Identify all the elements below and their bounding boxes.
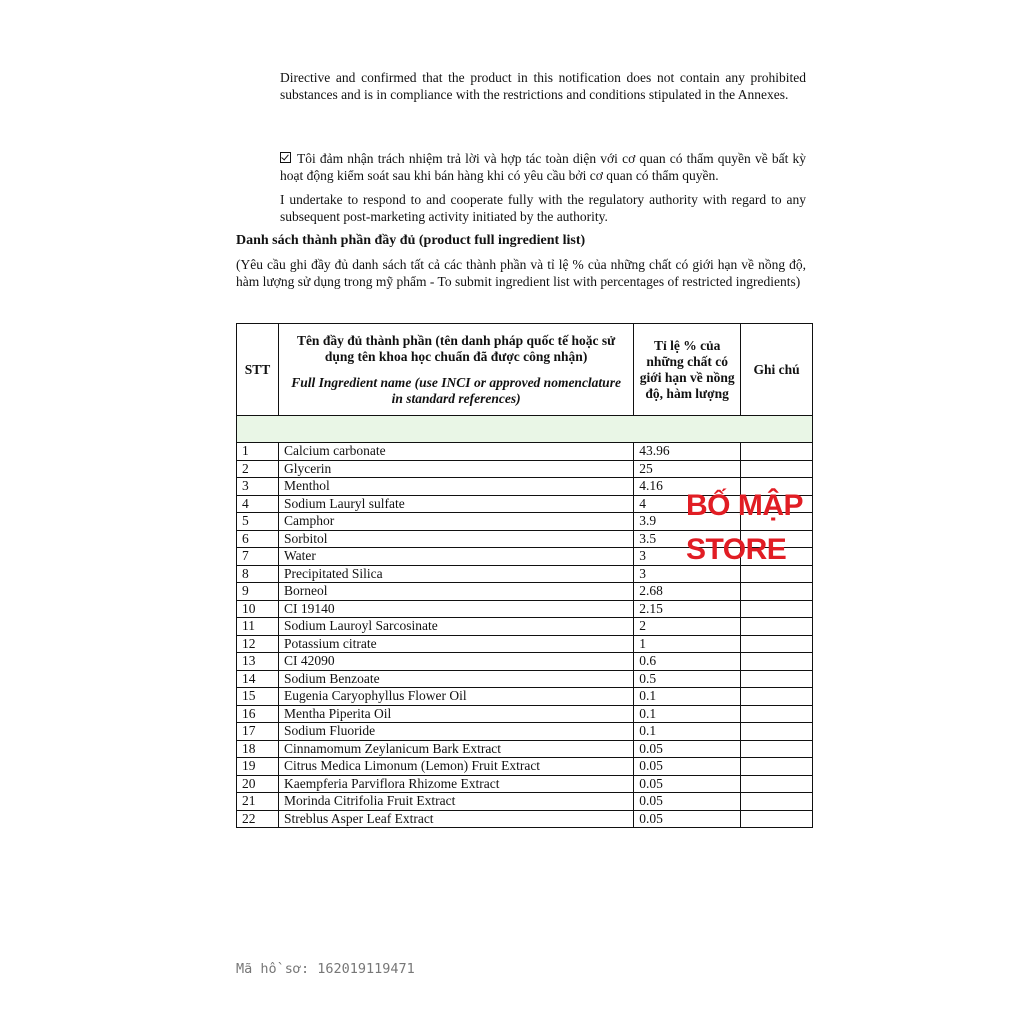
header-stt: STT bbox=[237, 324, 279, 416]
cell-stt: 20 bbox=[237, 775, 279, 793]
cell-percent: 4 bbox=[634, 495, 741, 513]
cell-stt: 6 bbox=[237, 530, 279, 548]
watermark-line-1: BỐ MẬP bbox=[686, 489, 803, 522]
cell-ingredient-name: Potassium citrate bbox=[278, 635, 633, 653]
table-row bbox=[237, 740, 813, 758]
cell-ingredient-name: Kaempferia Parviflora Rhizome Extract bbox=[278, 775, 633, 793]
cell-note bbox=[741, 775, 813, 793]
cell-note bbox=[741, 583, 813, 601]
cell-percent: 0.5 bbox=[634, 670, 741, 688]
table-row bbox=[237, 793, 813, 811]
cell-stt: 13 bbox=[237, 653, 279, 671]
cell-note bbox=[741, 653, 813, 671]
cell-stt: 21 bbox=[237, 793, 279, 811]
table-row bbox=[237, 670, 813, 688]
cell-ingredient-name: Sodium Lauroyl Sarcosinate bbox=[278, 618, 633, 636]
cell-ingredient-name: Eugenia Caryophyllus Flower Oil bbox=[278, 688, 633, 706]
cell-note bbox=[741, 810, 813, 828]
cell-stt: 19 bbox=[237, 758, 279, 776]
cell-ingredient-name: Cinnamomum Zeylanicum Bark Extract bbox=[278, 740, 633, 758]
cell-note bbox=[741, 758, 813, 776]
record-code-footer: Mã hồ sơ: 162019119471 bbox=[236, 961, 415, 977]
cell-stt: 12 bbox=[237, 635, 279, 653]
cell-percent: 4.16 bbox=[634, 478, 741, 496]
table-row bbox=[237, 653, 813, 671]
header-percent: Tỉ lệ % của những chất có giới hạn về nồng độ, hàm lượng bbox=[634, 324, 741, 416]
table-row bbox=[237, 600, 813, 618]
cell-percent: 43.96 bbox=[634, 443, 741, 461]
cell-stt: 17 bbox=[237, 723, 279, 741]
cell-stt: 18 bbox=[237, 740, 279, 758]
cell-percent: 0.1 bbox=[634, 688, 741, 706]
header-ingredient-name bbox=[278, 324, 633, 416]
cell-ingredient-name: Sodium Fluoride bbox=[278, 723, 633, 741]
table-row bbox=[237, 443, 813, 461]
cell-percent: 0.1 bbox=[634, 705, 741, 723]
cell-stt: 8 bbox=[237, 565, 279, 583]
cell-ingredient-name: Sodium Lauryl sulfate bbox=[278, 495, 633, 513]
ingredient-table bbox=[236, 323, 813, 828]
table-row bbox=[237, 758, 813, 776]
cell-percent: 0.05 bbox=[634, 810, 741, 828]
cell-percent: 3.9 bbox=[634, 513, 741, 531]
cell-percent: 0.05 bbox=[634, 740, 741, 758]
ingredient-list-heading: Danh sách thành phần đầy đủ (product full ingredient list) bbox=[236, 233, 586, 248]
cell-percent: 2 bbox=[634, 618, 741, 636]
cell-note bbox=[741, 600, 813, 618]
cell-ingredient-name: Glycerin bbox=[278, 460, 633, 478]
cell-ingredient-name: Citrus Medica Limonum (Lemon) Fruit Extract bbox=[278, 758, 633, 776]
checked-checkbox-icon bbox=[280, 152, 291, 163]
cell-stt: 22 bbox=[237, 810, 279, 828]
cell-ingredient-name: Morinda Citrifolia Fruit Extract bbox=[278, 793, 633, 811]
cell-percent: 2.15 bbox=[634, 600, 741, 618]
cell-ingredient-name: CI 19140 bbox=[278, 600, 633, 618]
cell-stt: 5 bbox=[237, 513, 279, 531]
cell-percent: 0.05 bbox=[634, 758, 741, 776]
cell-stt: 9 bbox=[237, 583, 279, 601]
cell-ingredient-name: Menthol bbox=[278, 478, 633, 496]
cell-ingredient-name: Borneol bbox=[278, 583, 633, 601]
cell-note bbox=[741, 635, 813, 653]
cell-stt: 4 bbox=[237, 495, 279, 513]
header-note: Ghi chú bbox=[741, 324, 813, 416]
cell-percent: 3 bbox=[634, 565, 741, 583]
undertaking-paragraph-en: I undertake to respond to and cooperate fully with the regulatory authority with regard to any subsequent post-marketing activity initiated by the authority. bbox=[280, 192, 806, 224]
cell-stt: 2 bbox=[237, 460, 279, 478]
cell-note bbox=[741, 705, 813, 723]
table-header-row bbox=[237, 324, 813, 416]
cell-stt: 1 bbox=[237, 443, 279, 461]
cell-stt: 10 bbox=[237, 600, 279, 618]
table-row bbox=[237, 723, 813, 741]
cell-stt: 3 bbox=[237, 478, 279, 496]
table-row bbox=[237, 775, 813, 793]
table-row bbox=[237, 688, 813, 706]
cell-note bbox=[741, 688, 813, 706]
cell-percent: 0.1 bbox=[634, 723, 741, 741]
watermark-line-2: STORE bbox=[686, 533, 787, 566]
header-ingredient-name-vi: Tên đầy đủ thành phần (tên danh pháp quốc tế hoặc sử dụng tên khoa học chuẩn đã được công nhận) bbox=[296, 332, 616, 364]
cell-note bbox=[741, 460, 813, 478]
cell-ingredient-name: CI 42090 bbox=[278, 653, 633, 671]
cell-percent: 25 bbox=[634, 460, 741, 478]
table-row bbox=[237, 635, 813, 653]
cell-ingredient-name: Mentha Piperita Oil bbox=[278, 705, 633, 723]
cell-stt: 14 bbox=[237, 670, 279, 688]
cell-note bbox=[741, 618, 813, 636]
cell-ingredient-name: Water bbox=[278, 548, 633, 566]
cell-note bbox=[741, 670, 813, 688]
cell-stt: 16 bbox=[237, 705, 279, 723]
cell-percent: 1 bbox=[634, 635, 741, 653]
table-row bbox=[237, 460, 813, 478]
compliance-paragraph: Directive and confirmed that the product in this notification does not contain any prohibited substances and is in compliance with the restrictions and conditions stipulated in the Annexes. bbox=[280, 70, 806, 102]
undertaking-text-vi: Tôi đảm nhận trách nhiệm trả lời và hợp tác toàn diện với cơ quan có thẩm quyền về bất kỳ hoạt động kiểm soát sau khi bán hàng khi có yêu cầu bởi cơ quan có thẩm quyền. bbox=[280, 151, 806, 183]
table-row bbox=[237, 705, 813, 723]
cell-percent: 0.05 bbox=[634, 793, 741, 811]
cell-percent: 3 bbox=[634, 548, 741, 566]
cell-note bbox=[741, 443, 813, 461]
cell-ingredient-name: Streblus Asper Leaf Extract bbox=[278, 810, 633, 828]
cell-stt: 15 bbox=[237, 688, 279, 706]
cell-ingredient-name: Sorbitol bbox=[278, 530, 633, 548]
cell-percent: 3.5 bbox=[634, 530, 741, 548]
cell-ingredient-name: Calcium carbonate bbox=[278, 443, 633, 461]
header-ingredient-name-en: Full Ingredient name (use INCI or approved nomenclature in standard references) bbox=[291, 374, 621, 406]
ingredient-list-note: (Yêu cầu ghi đầy đủ danh sách tất cả các thành phần và tỉ lệ % của những chất có giới hạn về nồng độ, hàm lượng sử dụng trong mỹ phẩm - To submit ingredient list with percentages of restricted ingredients) bbox=[236, 257, 806, 289]
cell-percent: 0.6 bbox=[634, 653, 741, 671]
cell-ingredient-name: Camphor bbox=[278, 513, 633, 531]
table-row bbox=[237, 810, 813, 828]
cell-percent: 0.05 bbox=[634, 775, 741, 793]
cell-stt: 11 bbox=[237, 618, 279, 636]
undertaking-paragraph-vi bbox=[280, 151, 806, 184]
cell-note bbox=[741, 793, 813, 811]
cell-note bbox=[741, 740, 813, 758]
cell-ingredient-name: Precipitated Silica bbox=[278, 565, 633, 583]
store-watermark bbox=[686, 484, 803, 572]
table-row bbox=[237, 583, 813, 601]
cell-ingredient-name: Sodium Benzoate bbox=[278, 670, 633, 688]
cell-stt: 7 bbox=[237, 548, 279, 566]
cell-note bbox=[741, 723, 813, 741]
cell-percent: 2.68 bbox=[634, 583, 741, 601]
table-shaded-row bbox=[237, 416, 813, 443]
table-row bbox=[237, 618, 813, 636]
